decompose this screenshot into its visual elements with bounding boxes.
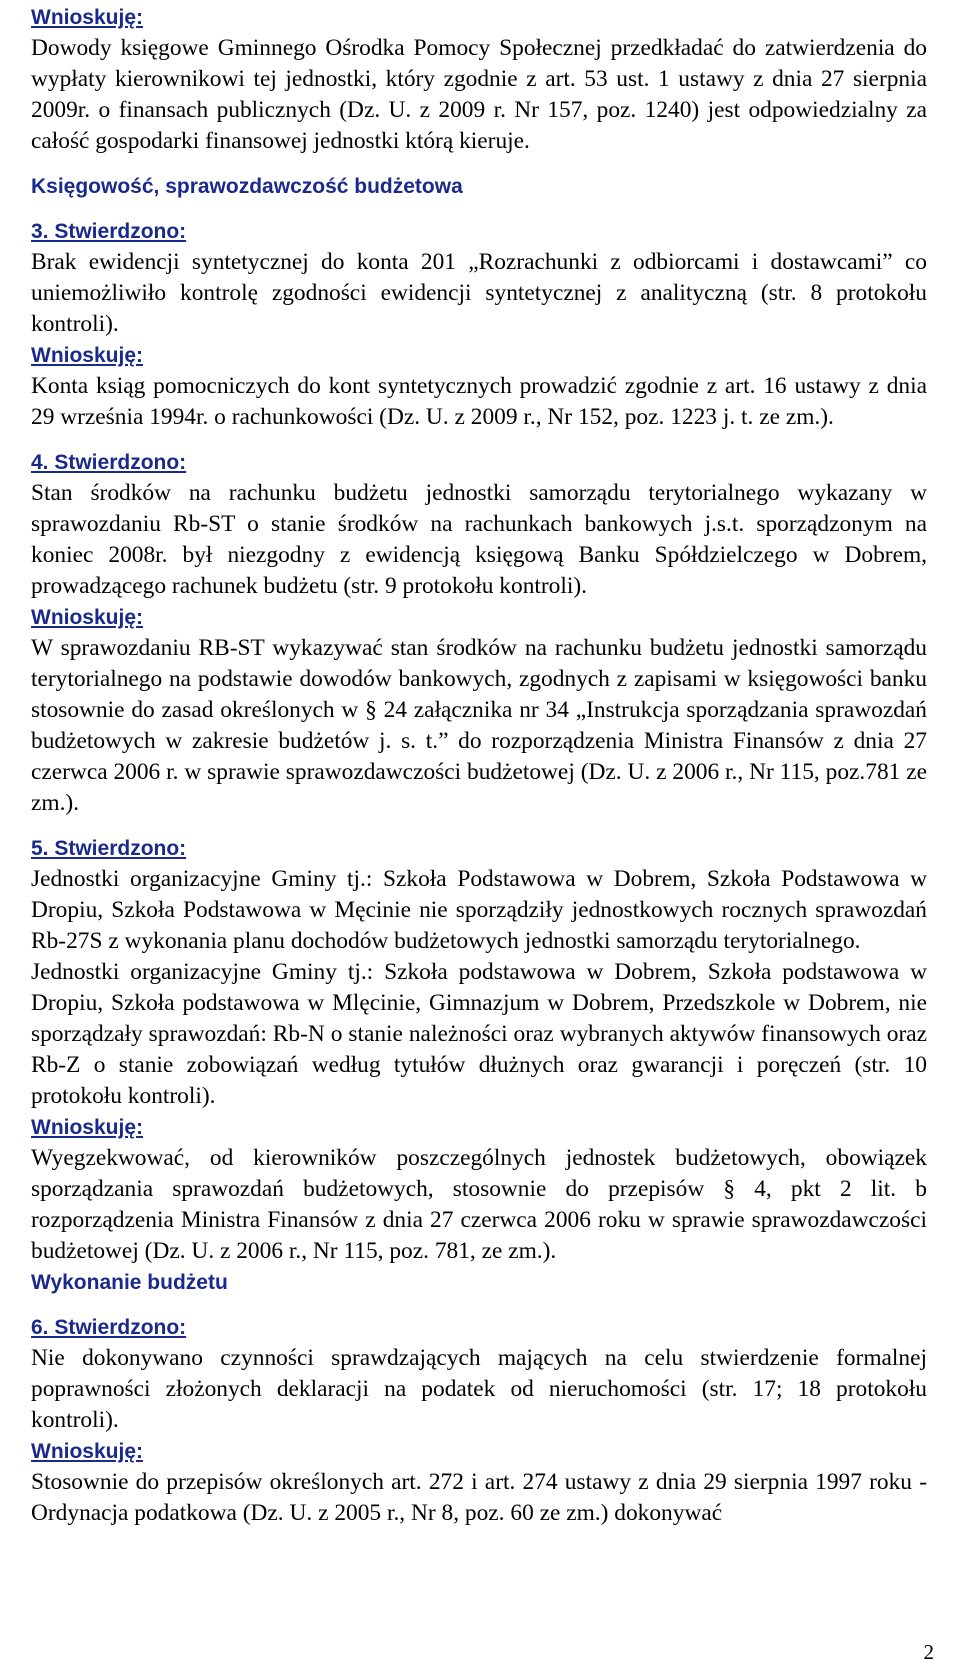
- section-heading-accounting: Księgowość, sprawozdawczość budżetowa: [31, 175, 463, 198]
- item4-rec-heading: Wnioskuję:: [31, 606, 144, 629]
- item5-heading: 5. Stwierdzono:: [31, 837, 187, 860]
- intro-heading: Wnioskuję:: [31, 6, 144, 29]
- intro-text: Dowody księgowe Gminnego Ośrodka Pomocy Społecznej przedkładać do zatwierdzenia do wypłaty kierownikowi tej jednostki, który zgodnie z art. 53 ust. 1 ustawy z dnia 27 sierpnia 2009r. o finansach publicznych (Dz. U. z 2009 r. Nr 157, poz. 1240) jest odpowiedzialny za całość gospodarki finansowej jednostki którą kieruje.: [31, 35, 927, 154]
- document-body: [31, 2, 927, 1529]
- item5-finding-b: Jednostki organizacyjne Gminy tj.: Szkoła podstawowa w Dobrem, Szkoła podstawowa w Dropiu, Szkoła podstawowa w Mlęcinie, Gimnazjum w Dobrem, Przedszkole w Dobrem, nie sporządzały sprawozdań: Rb-N o stanie należności oraz wybranych aktywów finansowych oraz Rb-Z o stanie zobowiązań według tytułów dłużnych oraz gwarancji i poręczeń (str. 10 protokołu kontroli).: [31, 959, 927, 1109]
- item6-finding: Nie dokonywano czynności sprawdzających mających na celu stwierdzenie formalnej poprawności złożonych deklaracji na podatek od nieruchomości (str. 17; 18 protokołu kontroli).: [31, 1345, 927, 1433]
- item5-finding-a: Jednostki organizacyjne Gminy tj.: Szkoła Podstawowa w Dobrem, Szkoła Podstawowa w Dropiu, Szkoła Podstawowa w Męcinie nie sporządziły jednostkowych rocznych sprawozdań Rb-27S z wykonania planu dochodów budżetowych jednostki samorządu terytorialnego.: [31, 866, 927, 954]
- item4-heading: 4. Stwierdzono:: [31, 451, 187, 474]
- item5-rec-heading: Wnioskuję:: [31, 1116, 144, 1139]
- item3-heading: 3. Stwierdzono:: [31, 220, 187, 243]
- page-number: 2: [923, 1640, 934, 1664]
- item3-rec-heading: Wnioskuję:: [31, 344, 144, 367]
- item3-recommendation: Konta ksiąg pomocniczych do kont syntetycznych prowadzić zgodnie z art. 16 ustawy z dnia 29 września 1994r. o rachunkowości (Dz. U. z 2009 r., Nr 152, poz. 1223 j. t. ze zm.).: [31, 373, 927, 430]
- item4-recommendation: W sprawozdaniu RB-ST wykazywać stan środków na rachunku budżetu jednostki samorządu terytorialnego na podstawie dowodów bankowych, zgodnych z zapisami w księgowości banku stosownie do zasad określonych w § 24 załącznika nr 34 „Instrukcja sporządzania sprawozdań budżetowych w zakresie budżetów j. s. t.” do rozporządzenia Ministra Finansów z dnia 27 czerwca 2006 r. w sprawie sprawozdawczości budżetowej (Dz. U. z 2006 r., Nr 115, poz.781 ze zm.).: [31, 635, 927, 816]
- item5-recommendation: Wyegzekwować, od kierowników poszczególnych jednostek budżetowych, obowiązek sporządzania sprawozdań budżetowych, stosownie do przepisów § 4, pkt 2 lit. b rozporządzenia Ministra Finansów z dnia 27 czerwca 2006 roku w sprawie sprawozdawczości budżetowej (Dz. U. z 2006 r., Nr 115, poz. 781, ze zm.).: [31, 1145, 927, 1264]
- item4-finding: Stan środków na rachunku budżetu jednostki samorządu terytorialnego wykazany w sprawozdaniu Rb-ST o stanie środków na rachunkach bankowych j.s.t. sporządzonym na koniec 2008r. był niezgodny z ewidencją księgową Banku Spółdzielczego w Dobrem, prowadzącego rachunek budżetu (str. 9 protokołu kontroli).: [31, 480, 927, 599]
- item6-rec-heading: Wnioskuję:: [31, 1440, 144, 1463]
- section-heading-budget: Wykonanie budżetu: [31, 1271, 228, 1294]
- item6-recommendation: Stosownie do przepisów określonych art. 272 i art. 274 ustawy z dnia 29 sierpnia 1997 roku - Ordynacja podatkowa (Dz. U. z 2005 r., Nr 8, poz. 60 ze zm.) dokonywać: [31, 1469, 927, 1526]
- item3-finding: Brak ewidencji syntetycznej do konta 201 „Rozrachunki z odbiorcami i dostawcami” co uniemożliwiło kontrolę zgodności ewidencji syntetycznej z analityczną (str. 8 protokołu kontroli).: [31, 249, 927, 337]
- item6-heading: 6. Stwierdzono:: [31, 1316, 187, 1339]
